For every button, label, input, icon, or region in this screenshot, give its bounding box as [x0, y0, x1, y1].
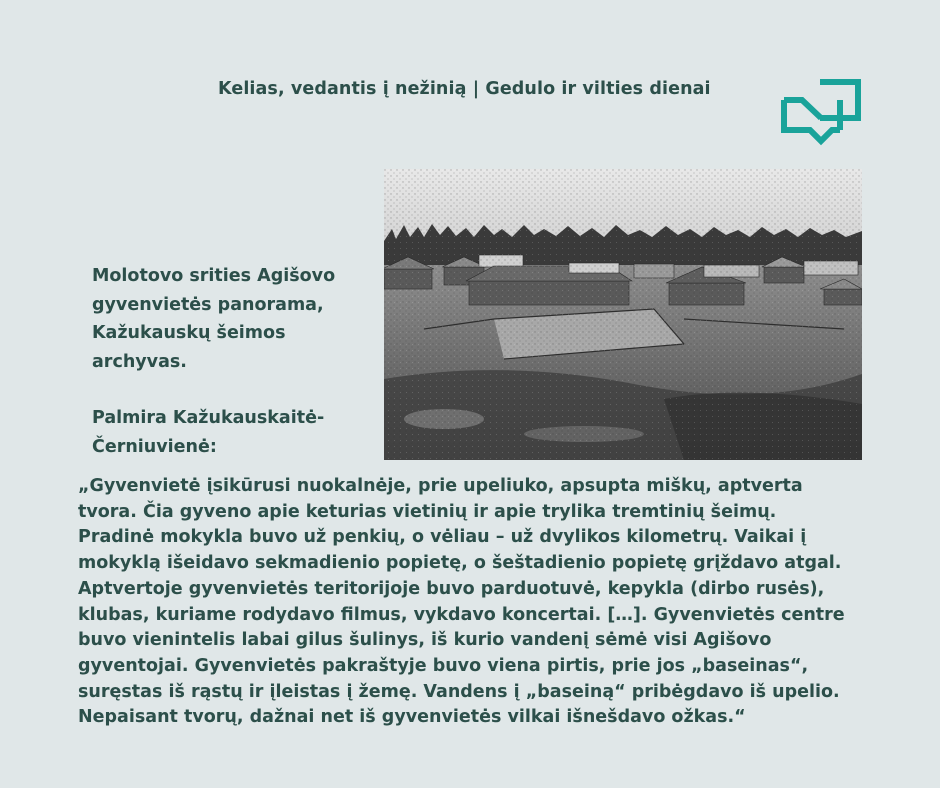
quote-line: Pradinė mokykla buvo už penkių, o vėliau – už dvylikos kilometrų. Vaikai į [78, 527, 807, 548]
quote-line: Nepaisant tvorų, dažnai net iš gyvenvietės vilkai išnešdavo ožkas.“ [78, 707, 746, 728]
caption-line: gyvenvietės panorama, [92, 294, 324, 315]
quote-line: buvo vienintelis labai gilus šulinys, iš kurio vandenį sėmė visi Agišovo [78, 630, 772, 651]
author-name: Černiuvienė: [92, 436, 217, 457]
caption-line: Molotovo srities Agišovo [92, 266, 336, 286]
quote-line: mokyklą išeidavo sekmadienio popietę, o šeštadienio popietę grįždavo atgal. [78, 553, 842, 574]
quote-line: „Gyvenvietė įsikūrusi nuokalnėje, prie upeliuko, apsupta miškų, aptverta [78, 476, 803, 496]
quote-line: Aptvertoje gyvenvietės teritorijoje buvo parduotuvė, kepykla (dirbo rusės), [78, 578, 825, 599]
village-panorama-photo [384, 169, 862, 460]
author-name: Palmira Kažukauskaitė- [92, 408, 325, 428]
quote-line: suręstas iš rąstų ir įleistas į žemę. Vandens į „baseiną“ pribėgdavo iš upelio. [78, 681, 840, 702]
book-chat-icon [780, 78, 862, 146]
caption-line: Kažukauskų šeimos [92, 323, 286, 343]
testimony-quote [78, 474, 898, 731]
quote-line: gyventojai. Gyvenvietės pakraštyje buvo viena pirtis, prie jos „baseinas“, [78, 655, 809, 676]
quote-line: tvora. Čia gyveno apie keturias vietinių ir apie trylika tremtinių šeimų. [78, 501, 777, 522]
page-title: Kelias, vedantis į nežinią | Gedulo ir vilties dienai [218, 79, 711, 99]
quote-line: klubas, kuriame rodydavo filmus, vykdavo koncertai. […]. Gyvenvietės centre [78, 604, 845, 625]
photo-caption [92, 262, 372, 461]
caption-line: archyvas. [92, 351, 187, 372]
